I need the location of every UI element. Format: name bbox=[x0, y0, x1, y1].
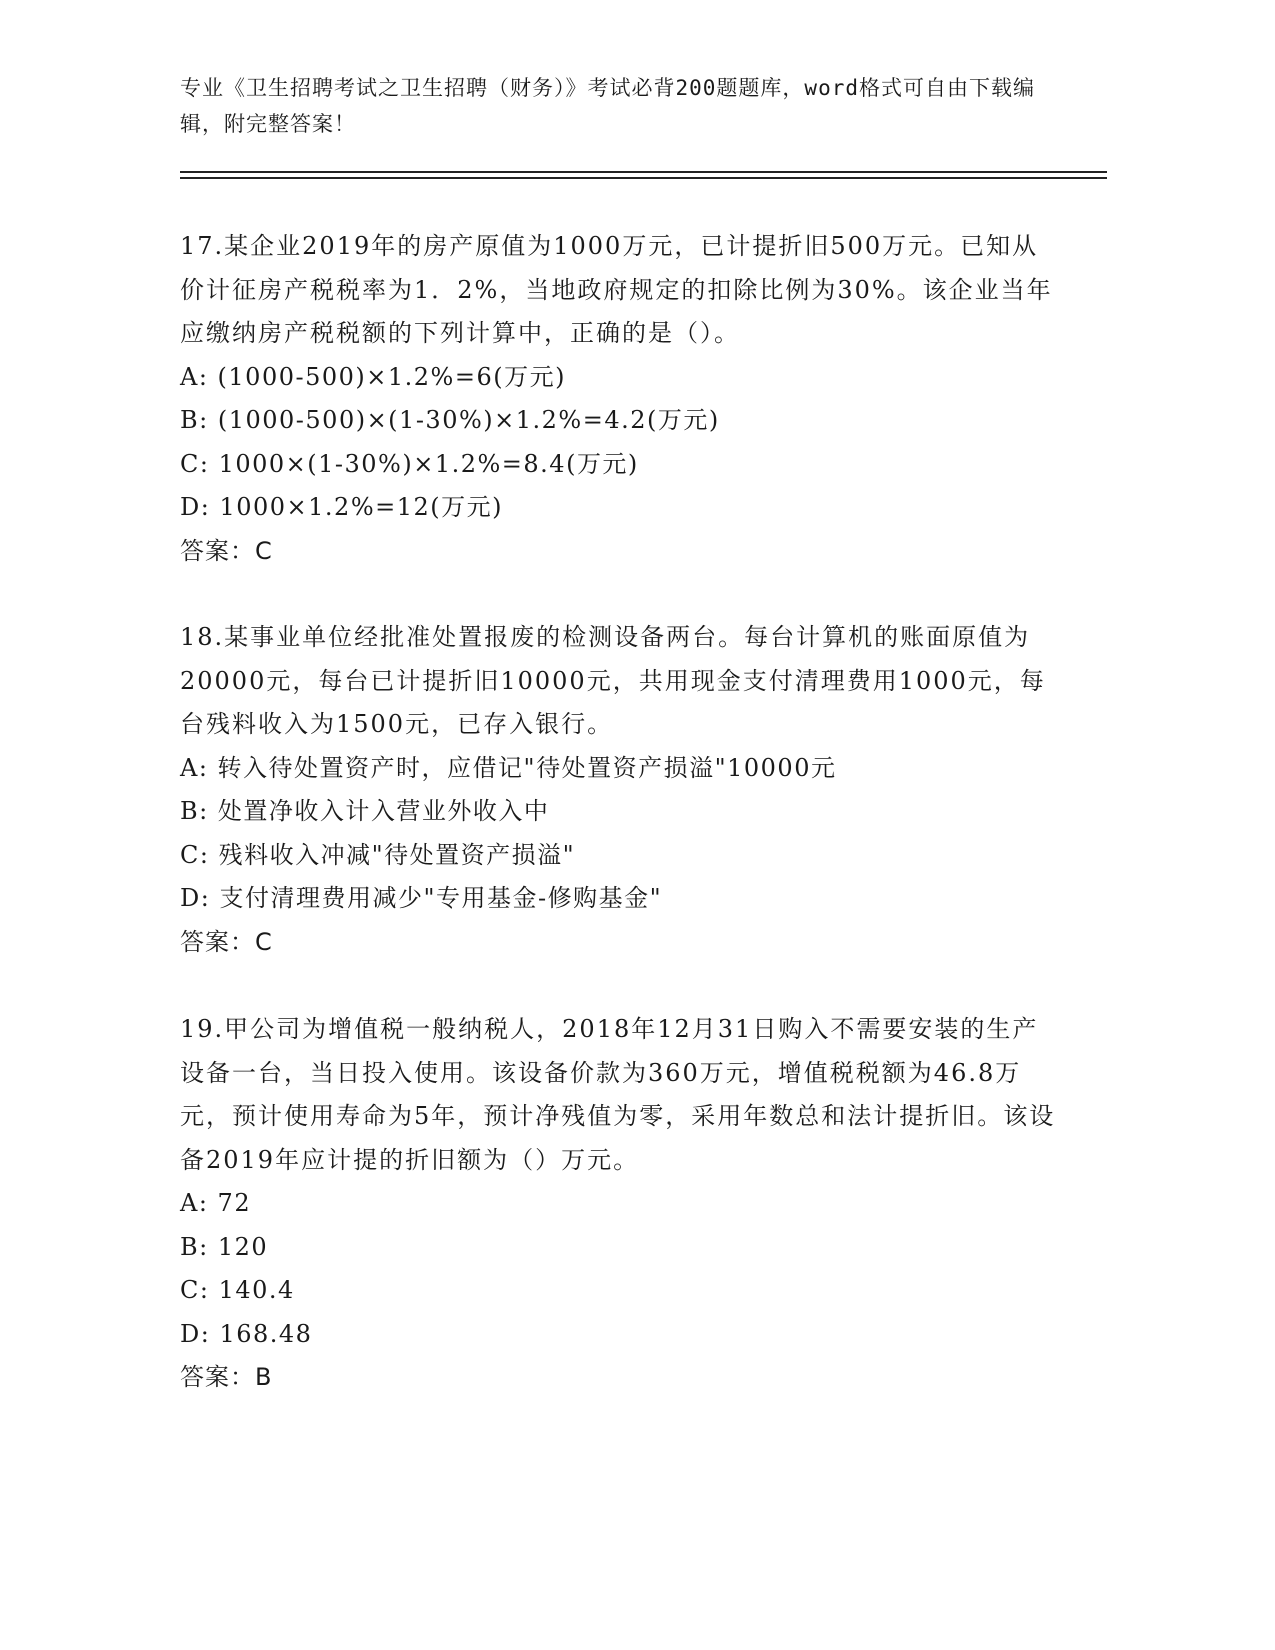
option-b: B: (1000-500)×(1-30%)×1.2%=4.2(万元) bbox=[180, 406, 720, 434]
question-stem: 18.某事业单位经批准处置报废的检测设备两台。每台计算机的账面原值为20000元，每台已计提折旧10000元，共用现金支付清理费用1000元，每台残料收入为1500元，已存入银行。 bbox=[180, 623, 1046, 738]
option-a: A: (1000-500)×1.2%=6(万元) bbox=[180, 362, 566, 391]
document-header: 专业《卫生招聘考试之卫生招聘（财务）》考试必背200题题库，word格式可自由下载编辑，附完整答案！ bbox=[180, 76, 1035, 136]
option-a: A: 72 bbox=[180, 1189, 252, 1217]
header-divider-top bbox=[180, 171, 1107, 173]
option-c: C: 1000×(1-30%)×1.2%=8.4(万元) bbox=[180, 449, 639, 478]
question-stem: 17.某企业2019年的房产原值为1000万元，已计提折旧500万元。已知从价计征房产税税率为1．2%，当地政府规定的扣除比例为30%。该企业当年应缴纳房产税税额的下列计算中，正确的是（）。 bbox=[180, 232, 1053, 347]
option-a: A: 转入待处置资产时，应借记"待处置资产损溢"10000元 bbox=[180, 753, 837, 782]
option-d: D: 1000×1.2%=12(万元) bbox=[180, 493, 503, 521]
option-c: C: 残料收入冲减"待处置资产损溢" bbox=[180, 840, 576, 869]
option-b: B: 120 bbox=[180, 1232, 269, 1261]
option-d: D: 168.48 bbox=[180, 1319, 313, 1348]
question-19 bbox=[180, 1008, 1060, 1400]
header-divider-bottom bbox=[180, 177, 1107, 179]
question-stem: 19.甲公司为增值税一般纳税人，2018年12月31日购入不需要安装的生产设备一台，当日投入使用。该设备价款为360万元，增值税税额为46.8万元，预计使用寿命为5年，预计净残值为零，采用年数总和法计提折旧。该设备2019年应计提的折旧额为（）万元。 bbox=[180, 1015, 1056, 1174]
answer-label: 答案：B bbox=[180, 1363, 273, 1391]
option-d: D: 支付清理费用减少"专用基金-修购基金" bbox=[180, 884, 663, 912]
answer-label: 答案：C bbox=[180, 536, 273, 565]
question-17 bbox=[180, 225, 1060, 573]
option-c: C: 140.4 bbox=[180, 1276, 295, 1304]
question-18 bbox=[180, 616, 1060, 964]
answer-label: 答案：C bbox=[180, 927, 273, 956]
option-b: B: 处置净收入计入营业外收入中 bbox=[180, 797, 550, 825]
